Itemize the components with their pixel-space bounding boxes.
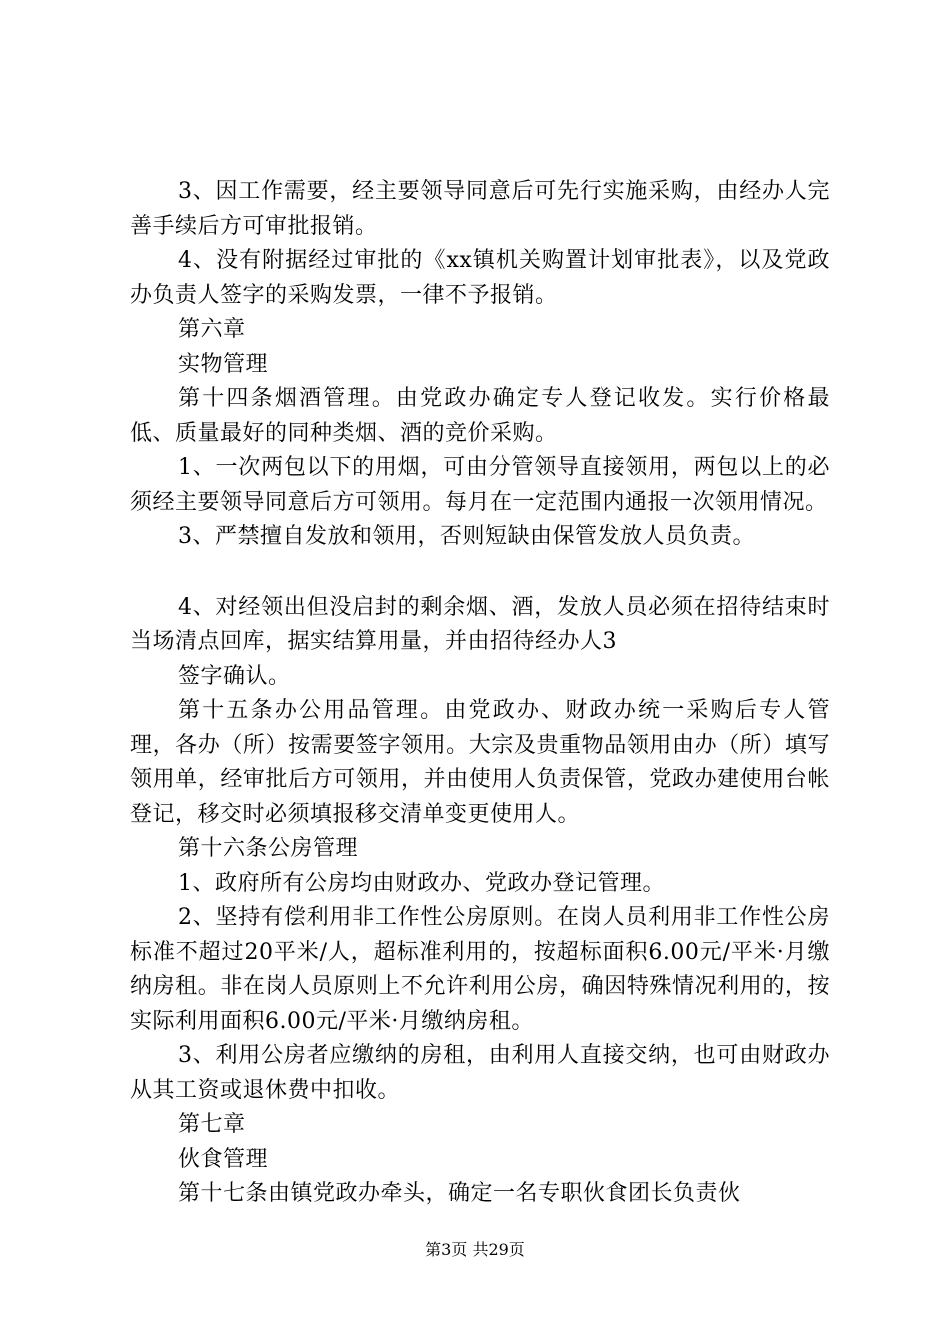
paragraph: 3、利用公房者应缴纳的房租，由利用人直接交纳，也可由财政办从其工资或退休费中扣收。 (130, 1043, 830, 1103)
page-footer: 第3页 共29页 (425, 1240, 525, 1259)
paragraph: 3、因工作需要，经主要领导同意后可先行实施采购，由经办人完善手续后方可审批报销。 (130, 179, 830, 239)
chapter-title: 实物管理 (178, 351, 269, 377)
paragraph: 3、严禁擅自发放和领用，否则短缺由保管发放人员负责。 (178, 524, 755, 549)
paragraph: 4、对经领出但没启封的剩余烟、酒，发放人员必须在招待结束时当场清点回库，据实结算用量，并由招待经办人3 (130, 594, 830, 654)
paragraph-continuation: 签字确认。 (178, 663, 291, 689)
chapter-heading: 第六章 (178, 317, 246, 342)
chapter-heading: 第七章 (178, 1112, 246, 1137)
document-body (130, 175, 830, 1212)
paragraph: 第十四条烟酒管理。由党政办确定专人登记收发。实行价格最低、质量最好的同种类烟、酒的竞价采购。 (130, 386, 830, 446)
article-heading: 第十六条公房管理 (178, 836, 359, 861)
paragraph: 第十七条由镇党政办牵头，确定一名专职伙食团长负责伙 (178, 1181, 741, 1206)
chapter-title: 伙食管理 (178, 1146, 269, 1172)
paragraph: 4、没有附据经过审批的《xx镇机关购置计划审批表》，以及党政办负责人签字的采购发票，一律不予报销。 (130, 248, 830, 308)
paragraph: 1、一次两包以下的用烟，可由分管领导直接领用，两包以上的必须经主要领导同意后方可领用。每月在一定范围内通报一次领用情况。 (130, 455, 830, 515)
paragraph: 1、政府所有公房均由财政办、党政办登记管理。 (178, 870, 665, 896)
blank-gap (130, 555, 830, 591)
paragraph: 第十五条办公用品管理。由党政办、财政办统一采购后专人管理，各办（所）按需要签字领用。大宗及贵重物品领用由办（所）填写领用单，经审批后方可领用，并由使用人负责保管，党政办建使用台帐登记，移交时必须填报移交清单变更使用人。 (130, 698, 830, 827)
paragraph: 2、坚持有偿利用非工作性公房原则。在岗人员利用非工作性公房标准不超过20平米/人，超标准利用的，按超标面积6.00元/平米·月缴纳房租。非在岗人员原则上不允许利用公房，确因特殊情况利用的，按实际利用面积6.00元/平米·月缴纳房租。 (130, 905, 830, 1034)
